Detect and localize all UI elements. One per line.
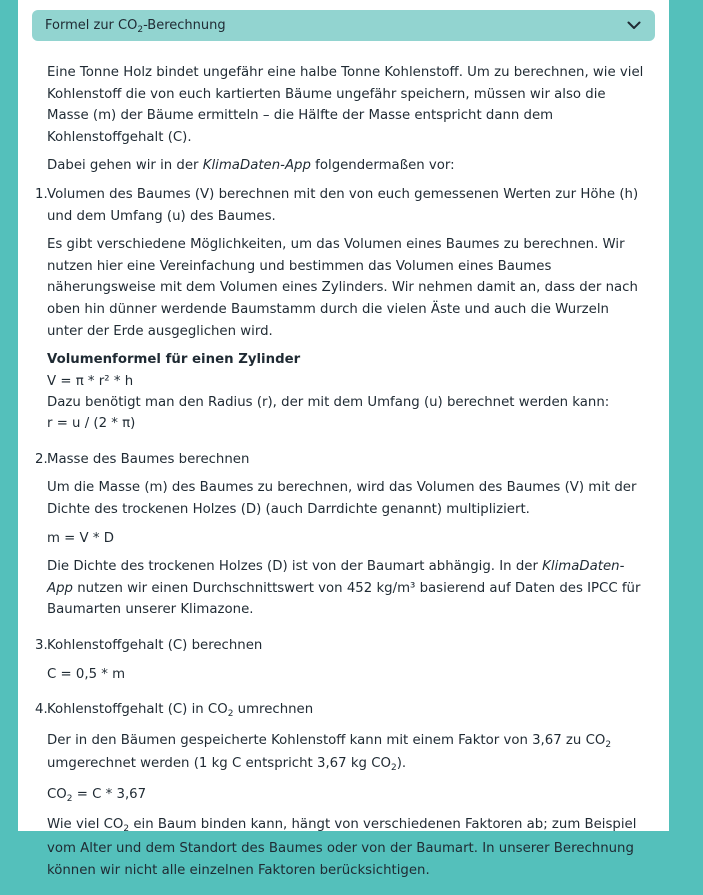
step-description: Der in den Bäumen gespeicherte Kohlenstoff kann mit einem Faktor von 3,67 zu $CO_2$ umgerechnet werden (1 kg C entspricht 3,67 kg $CO_2$). xyxy=(47,732,612,774)
density-note: Die Dichte des trockenen Holzes (D) ist von der Baumart abhängig. In der KlimaDaten-App nutzen wir einen Durchschnittswert von 452 kg/m³ basierend auf Daten des IPCC für Baumarten unserer Klimazone. xyxy=(47,559,641,618)
step-title: Masse des Baumes berechnen xyxy=(47,451,250,467)
co2-note: Wie viel $CO_2$ ein Baum binden kann, hängt von verschiedenen Faktoren ab; zum Beispiel vom Alter und dem Standort des Baumes oder von der Baumart. In unserer Berechnung können wir nicht alle einzelnen Faktoren berücksichtigen. xyxy=(47,817,637,878)
app-name: KlimaDaten-App xyxy=(47,559,625,596)
step-title: Volumen des Baumes (V) berechnen mit den von euch gemessenen Werten zur Höhe (h) und dem Umfang (u) des Baumes. xyxy=(47,186,639,224)
formula-title: Volumenformel für einen Zylinder xyxy=(47,352,301,368)
step-volume xyxy=(35,184,647,442)
volume-formula: V = π * r² * h xyxy=(47,373,134,389)
mass-formula: m = V * D xyxy=(47,530,114,546)
step-title: Kohlenstoffgehalt (C) in $CO_2$ umrechnen xyxy=(47,702,314,720)
step-title: Kohlenstoffgehalt (C) berechnen xyxy=(47,637,263,653)
step-number: 4. xyxy=(35,702,48,718)
step-number: 1. xyxy=(35,186,48,202)
volume-formula-block xyxy=(47,349,647,435)
step-number: 3. xyxy=(35,637,48,653)
step-co2 xyxy=(35,699,647,888)
carbon-formula: C = 0,5 * m xyxy=(47,666,126,682)
step-description: Um die Masse (m) des Baumes zu berechnen, wird das Volumen des Baumes (V) mit der Dichte des trockenen Holzes (D) (auch Darrdichte genannt) multipliziert. xyxy=(47,480,637,517)
radius-formula: r = u / (2 * π) xyxy=(47,416,136,432)
app-name: KlimaDaten-App xyxy=(202,158,311,174)
accordion-content xyxy=(35,62,647,895)
step-mass xyxy=(35,449,647,628)
intro-method: Dabei gehen wir in der KlimaDaten-App folgendermaßen vor: xyxy=(47,158,455,174)
co2-formula: $CO_2 = C * 3,67$ xyxy=(47,786,147,804)
calculation-steps xyxy=(35,184,647,888)
chevron-down-icon[interactable] xyxy=(627,21,641,31)
step-carbon xyxy=(35,635,647,692)
step-description: Es gibt verschiedene Möglichkeiten, um das Volumen eines Baumes zu berechnen. Wir nutzen hier eine Vereinfachung und bestimmen das Volumen eines Baumes näherungsweise mit dem Volumen eines Zylinders. Wir nehmen damit an, dass der nach oben hin dünner werdende Baumstamm durch die vielen Äste und auch die Wurzeln unter der Erde ausgeglichen wird. xyxy=(47,237,638,339)
intro-paragraph: Eine Tonne Holz bindet ungefähr eine halbe Tonne Kohlenstoff. Um zu berechnen, wie viel Kohlenstoff die von euch kartierten Bäume ungefähr speichern, müssen wir also die Masse (m) der Bäume ermitteln – die Hälfte der Masse entspricht dann dem Kohlenstoffgehalt (C). xyxy=(47,65,644,145)
radius-note: Dazu benötigt man den Radius (r), der mit dem Umfang (u) berechnet werden kann: xyxy=(47,394,610,410)
step-number: 2. xyxy=(35,451,48,467)
content-panel xyxy=(18,0,669,878)
accordion-title: Formel zur $CO_2$-Berechnung xyxy=(45,18,226,35)
accordion-header-co2-formula[interactable] xyxy=(32,10,655,41)
